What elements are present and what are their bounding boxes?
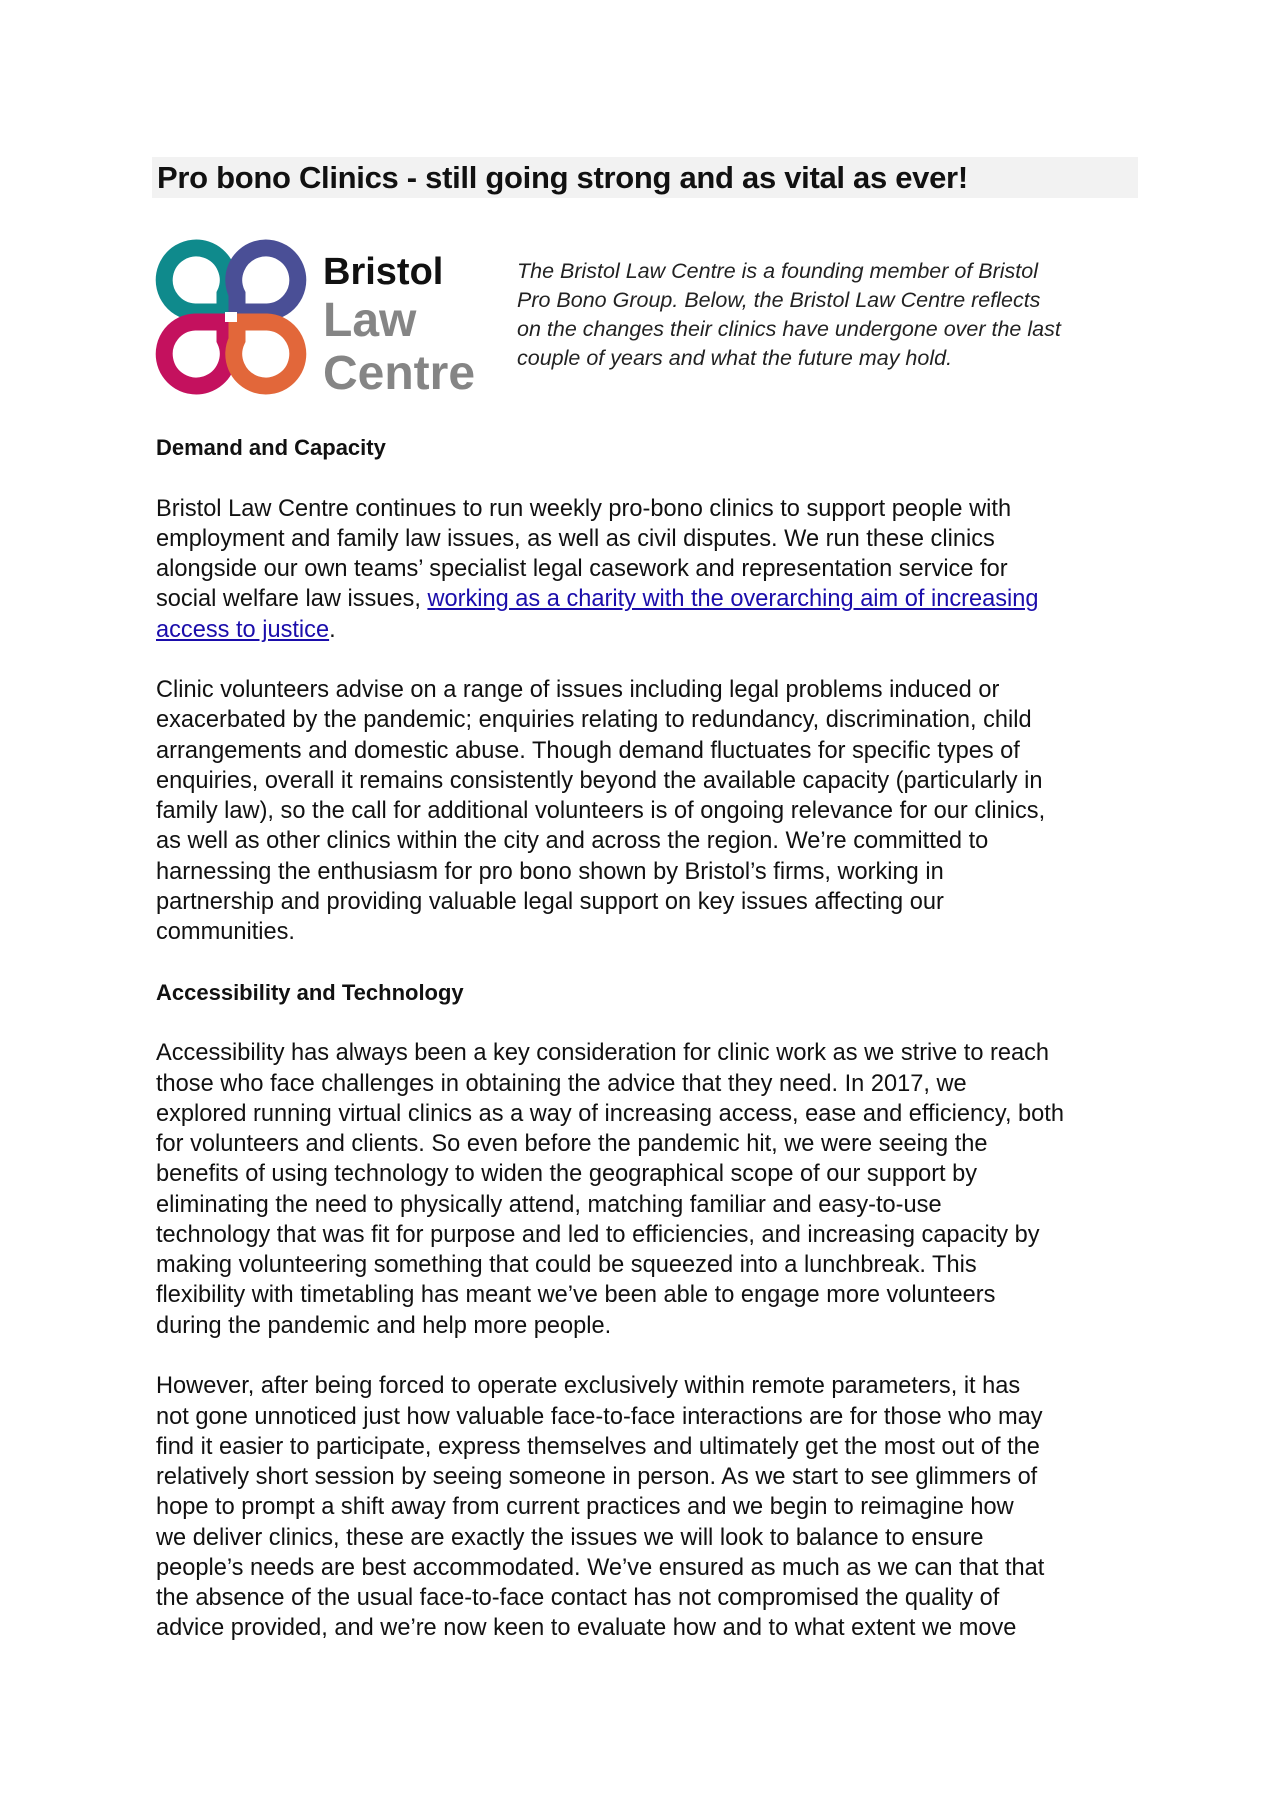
text-line: employment and family law issues, as well as civil disputes. We run these clinics [156, 525, 995, 552]
text-line: However, after being forced to operate exclusively within remote parameters, it has [156, 1373, 1021, 1400]
logo-text-centre: Centre [323, 347, 476, 400]
intro-line: couple of years and what the future may hold. [517, 346, 953, 370]
text-line: explored running virtual clinics as a way of increasing access, ease and efficiency, both [156, 1100, 1064, 1127]
logo-text-law: Law [323, 294, 417, 347]
page-title: Pro bono Clinics - still going strong and as vital as ever! [157, 160, 968, 195]
text-line: family law), so the call for additional volunteers is of ongoing relevance for our clinics, [156, 798, 1046, 825]
text-line: as well as other clinics within the city and across the region. We’re committed to [156, 828, 989, 855]
text-line [156, 584, 1064, 614]
paragraph-2 [156, 675, 1064, 947]
text-line: find it easier to participate, express themselves and ultimately get the most out of the [156, 1433, 1040, 1460]
logo-navy-ring [234, 248, 298, 312]
text-line: flexibility with timetabling has meant we’ve been able to engage more volunteers [156, 1282, 996, 1309]
text-line: harnessing the enthusiasm for pro bono shown by Bristol’s firms, working in [156, 858, 944, 885]
text-line: hope to prompt a shift away from current practices and we begin to reimagine how [156, 1494, 1014, 1521]
text-line: arrangements and domestic abuse. Though demand fluctuates for specific types of [156, 737, 1020, 764]
text-line: during the pandemic and help more people. [156, 1312, 612, 1339]
section-heading-demand: Demand and Capacity [156, 435, 386, 460]
logo-text-bristol: Bristol [323, 251, 444, 293]
text-line: alongside our own teams’ specialist legal casework and representation service for [156, 556, 1008, 583]
paragraph-4 [156, 1371, 1064, 1643]
text-line: Bristol Law Centre continues to run weekly pro-bono clinics to support people with [156, 495, 1012, 522]
access-to-justice-link[interactable]: access to justice [156, 616, 330, 643]
text-line: people’s needs are best accommodated. We’ve ensured as much as we can that that [156, 1554, 1045, 1581]
intro-text [517, 257, 1061, 373]
text: . [329, 616, 336, 643]
intro-line: Pro Bono Group. Below, the Bristol Law Centre reflects [517, 288, 1041, 312]
logo-teal-ring [164, 248, 228, 312]
text-line: eliminating the need to physically attend, matching familiar and easy-to-use [156, 1191, 942, 1218]
paragraph-3 [156, 1038, 1064, 1341]
text-line: we deliver clinics, these are exactly the issues we will look to balance to ensure [156, 1524, 984, 1551]
text-line: the absence of the usual face-to-face contact has not compromised the quality of [156, 1585, 1000, 1612]
text-line: technology that was fit for purpose and led to efficiencies, and increasing capacity by [156, 1221, 1040, 1248]
text-line: not gone unnoticed just how valuable face-to-face interactions are for those who may [156, 1403, 1043, 1430]
text-line: benefits of using technology to widen the geographical scope of our support by [156, 1161, 978, 1188]
article-body [156, 433, 1064, 1644]
intro-line: The Bristol Law Centre is a founding member of Bristol [517, 259, 1039, 283]
text-line: partnership and providing valuable legal support on key issues affecting our [156, 888, 944, 915]
text-line: communities. [156, 919, 295, 946]
text-line: for volunteers and clients. So even before the pandemic hit, we were seeing the [156, 1131, 988, 1158]
text-line: advice provided, and we’re now keen to evaluate how and to what extent we move [156, 1615, 1017, 1642]
text-line: Accessibility has always been a key consideration for clinic work as we strive to reach [156, 1040, 1050, 1067]
text-line: enquiries, overall it remains consistently beyond the available capacity (particularly in [156, 767, 1043, 794]
text-line: making volunteering something that could be squeezed into a lunchbreak. This [156, 1252, 977, 1279]
logo-orange-ring [234, 322, 298, 386]
text-line: exacerbated by the pandemic; enquiries relating to redundancy, discrimination, child [156, 707, 1032, 734]
intro-line: on the changes their clinics have undergone over the last [517, 317, 1061, 341]
text: social welfare law issues, [156, 586, 428, 613]
text-line [156, 615, 1064, 645]
section-heading-accessibility: Accessibility and Technology [156, 979, 464, 1005]
bristol-law-centre-logo [155, 234, 505, 400]
text-line: Clinic volunteers advise on a range of issues including legal problems induced or [156, 677, 1000, 704]
paragraph-1 [156, 494, 1064, 645]
text-line: relatively short session by seeing someone in person. As we start to see glimmers of [156, 1464, 1038, 1491]
charity-aim-link[interactable]: working as a charity with the overarching aim of increasing [427, 586, 1039, 613]
logo-magenta-ring [164, 322, 228, 386]
text-line: those who face challenges in obtaining the advice that they need. In 2017, we [156, 1070, 967, 1097]
